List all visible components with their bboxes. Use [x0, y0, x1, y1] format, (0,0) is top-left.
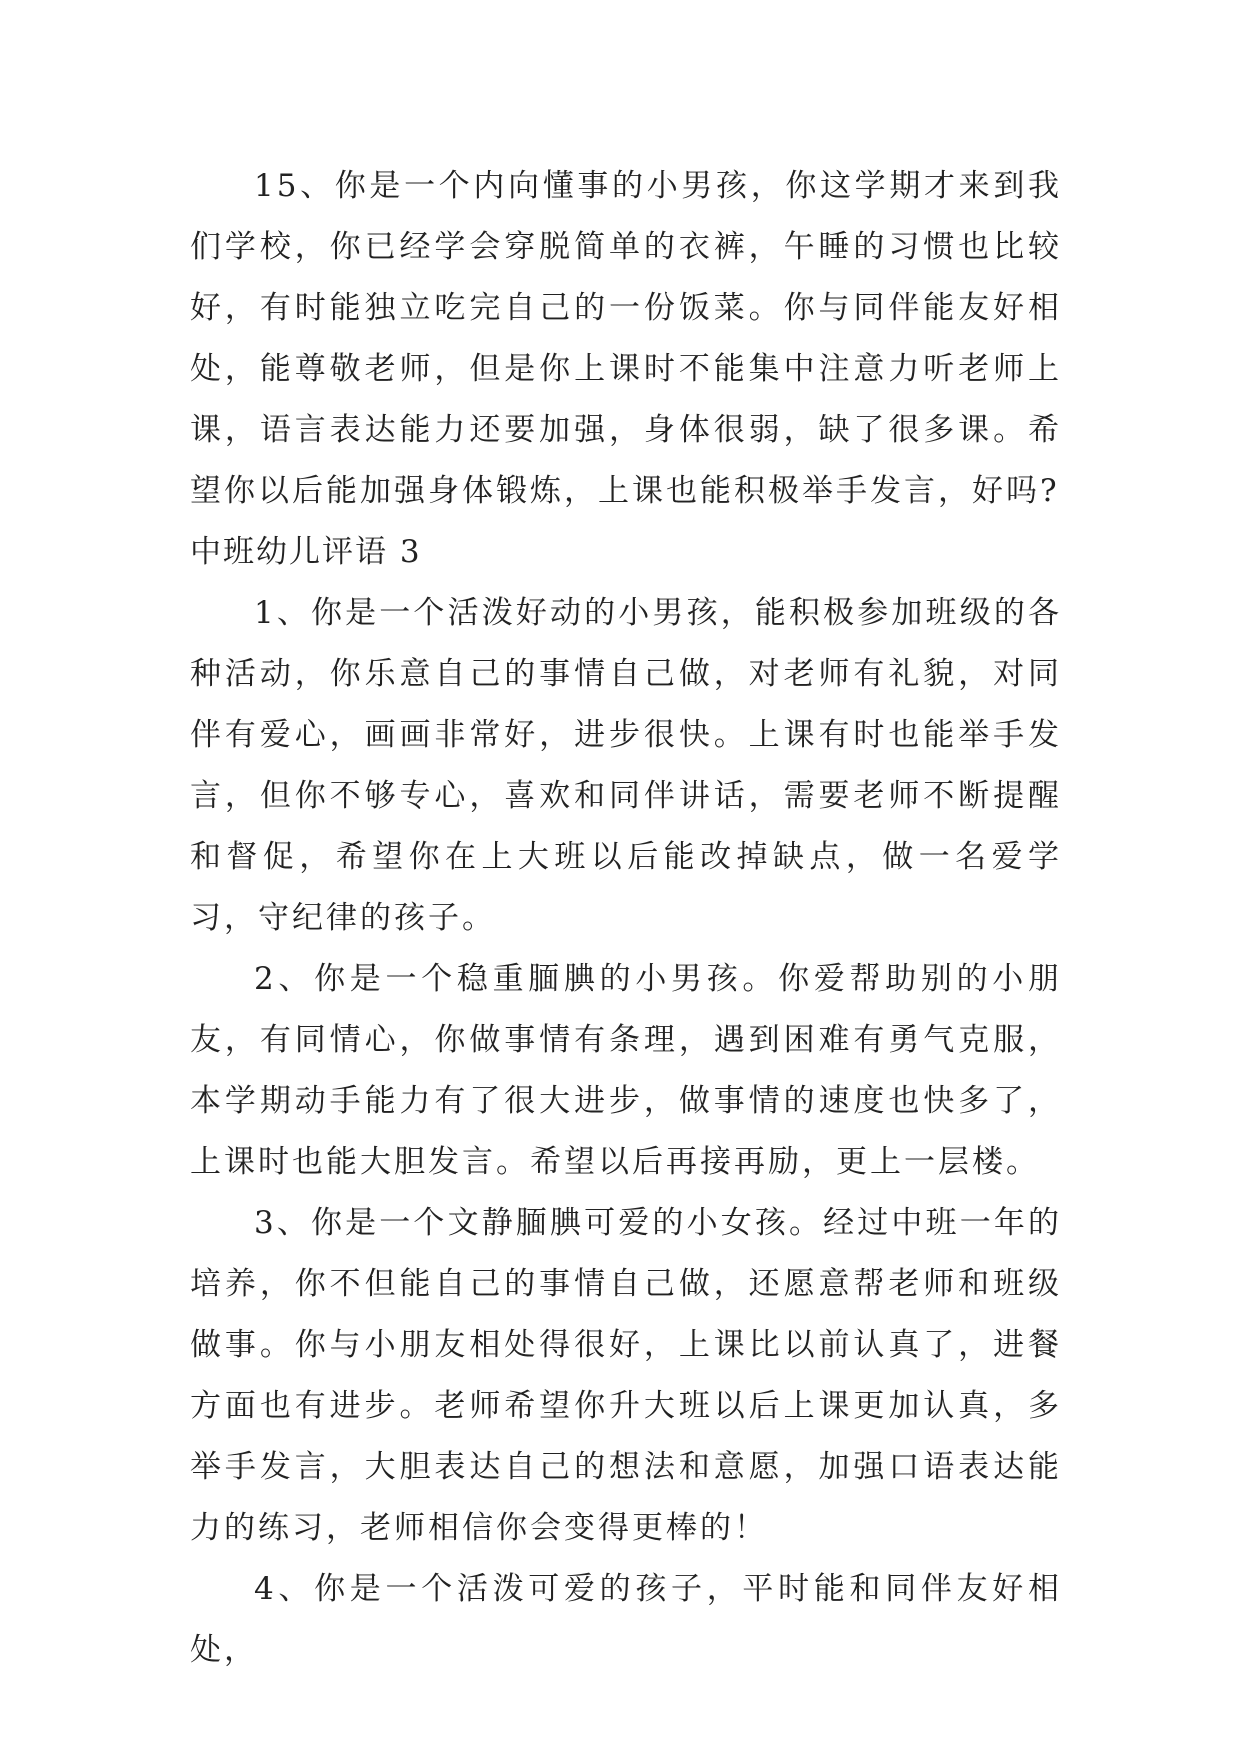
paragraph-1: 1、你是一个活泼好动的小男孩，能积极参加班级的各种活动，你乐意自己的事情自己做，对老师有礼貌，对同伴有爱心，画画非常好，进步很快。上课有时也能举手发言，但你不够专心，喜欢和同伴讲话，需要老师不断提醒和督促，希望你在上大班以后能改掉缺点，做一名爱学习，守纪律的孩子。: [190, 595, 1062, 936]
paragraph-4: 4、你是一个活泼可爱的孩子，平时能和同伴友好相处，: [190, 1571, 1062, 1668]
section-heading: 中班幼儿评语 3: [190, 534, 422, 570]
paragraph-2: 2、你是一个稳重腼腆的小男孩。你爱帮助别的小朋友，有同情心，你做事情有条理，遇到困难有勇气克服，本学期动手能力有了很大进步，做事情的速度也快多了，上课时也能大胆发言。希望以后再接再励，更上一层楼。: [190, 961, 1062, 1180]
paragraph-15: 15、你是一个内向懂事的小男孩，你这学期才来到我们学校，你已经学会穿脱简单的衣裤，午睡的习惯也比较好，有时能独立吃完自己的一份饭菜。你与同伴能友好相处，能尊敬老师，但是你上课时不能集中注意力听老师上课，语言表达能力还要加强，身体很弱，缺了很多课。希望你以后能加强身体锻炼，上课也能积极举手发言，好吗?: [190, 168, 1062, 509]
document-body: [190, 156, 1062, 1681]
paragraph-3: 3、你是一个文静腼腆可爱的小女孩。经过中班一年的培养，你不但能自己的事情自己做，还愿意帮老师和班级做事。你与小朋友相处得很好，上课比以前认真了，进餐方面也有进步。老师希望你升大班以后上课更加认真，多举手发言，大胆表达自己的想法和意愿，加强口语表达能力的练习，老师相信你会变得更棒的！: [190, 1205, 1062, 1546]
